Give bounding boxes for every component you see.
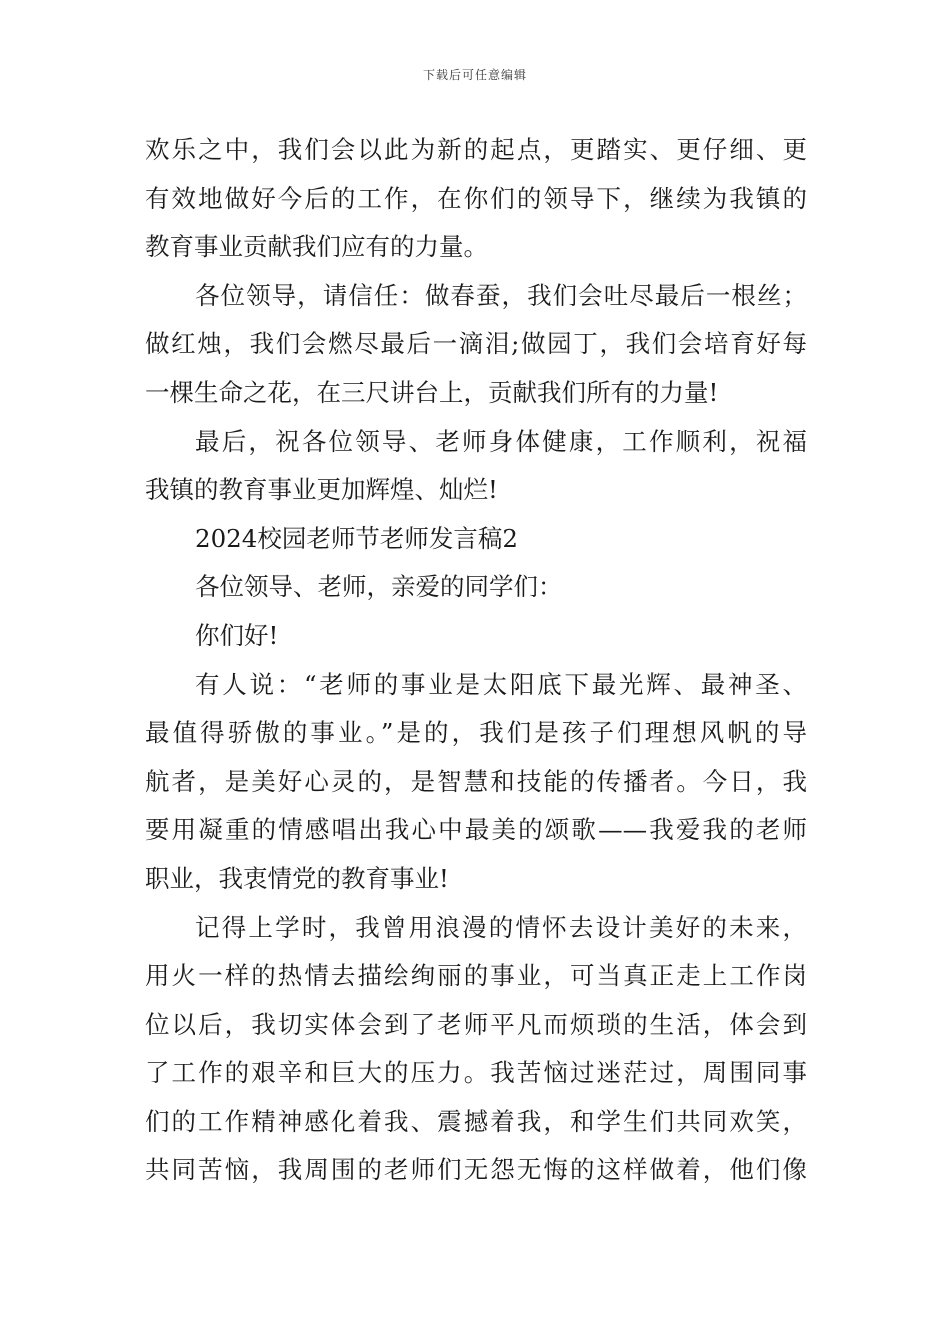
body-line: 用火一样的热情去描绘绚丽的事业，可当真正走上工作岗: [145, 961, 807, 991]
body-line: 我镇的教育事业更加辉煌、灿烂!: [145, 475, 498, 505]
body-line: 教育事业贡献我们应有的力量。: [145, 232, 488, 262]
section-title: 2024校园老师节老师发言稿2: [195, 523, 518, 553]
body-line: 做红烛，我们会燃尽最后一滴泪;做园丁，我们会培育好每: [145, 329, 807, 359]
body-line: 要用凝重的情感唱出我心中最美的颂歌——我爱我的老师: [145, 815, 807, 845]
body-line: 各位领导，请信任：做春蚕，我们会吐尽最后一根丝；: [195, 280, 807, 310]
body-line: 们的工作精神感化着我、震撼着我，和学生们共同欢笑，: [145, 1106, 807, 1136]
body-line: 一棵生命之花，在三尺讲台上，贡献我们所有的力量!: [145, 377, 719, 407]
body-line: 欢乐之中，我们会以此为新的起点，更踏实、更仔细、更: [145, 135, 807, 164]
body-line: 职业，我衷情党的教育事业!: [145, 863, 449, 893]
body-line: 记得上学时，我曾用浪漫的情怀去设计美好的未来，: [195, 912, 807, 942]
body-line: 共同苦恼，我周围的老师们无怨无悔的这样做着，他们像: [145, 1155, 807, 1185]
body-line: 最后，祝各位领导、老师身体健康，工作顺利，祝福: [195, 426, 807, 456]
body-line: 有效地做好今后的工作，在你们的领导下，继续为我镇的: [145, 183, 807, 213]
page-header: 下载后可任意编辑: [422, 68, 527, 82]
body-line: 了工作的艰辛和巨大的压力。我苦恼过迷茫过，周围同事: [145, 1058, 807, 1088]
body-line: 最值得骄傲的事业。”是的，我们是孩子们理想风帆的导: [145, 718, 807, 748]
greeting: 你们好!: [195, 620, 279, 650]
body-line: 有人说：“老师的事业是太阳底下最光辉、最神圣、: [195, 669, 807, 699]
salutation: 各位领导、老师，亲爱的同学们：: [195, 572, 563, 602]
body-line: 航者，是美好心灵的，是智慧和技能的传播者。今日，我: [145, 766, 807, 796]
body-line: 位以后，我切实体会到了老师平凡而烦琐的生活，体会到: [145, 1009, 807, 1039]
document-body: [145, 126, 807, 1195]
